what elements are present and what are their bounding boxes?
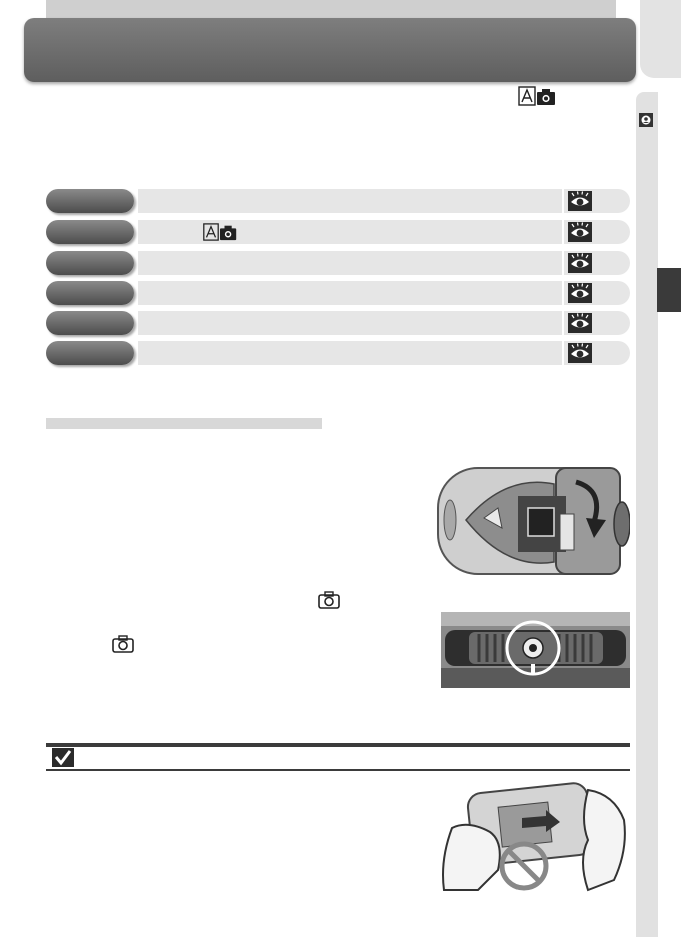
step-label: [46, 189, 134, 213]
thumb-tab-rail: [636, 92, 658, 937]
eye-icon: [568, 343, 592, 363]
header-top-band: [46, 0, 616, 18]
page-reference[interactable]: [564, 341, 630, 365]
note-rule-top: [46, 743, 630, 747]
eye-icon: [568, 313, 592, 333]
portrait-mode-icon: [638, 112, 654, 128]
step-row-4: [46, 281, 630, 305]
camera-lens-cover-illustration: [436, 462, 630, 580]
note-rule-bottom: [46, 769, 630, 771]
step-row-5: [46, 311, 630, 335]
thumb-tab-top: [640, 0, 681, 78]
step-description: [138, 189, 562, 213]
auto-camera-mode-icon: [202, 223, 238, 241]
step-label: [46, 220, 134, 244]
eye-icon: [568, 222, 592, 242]
step-row-3: [46, 251, 630, 275]
chapter-header: [24, 18, 636, 82]
section-heading-bar: [46, 418, 322, 429]
auto-camera-mode-icon: [518, 86, 556, 106]
step-label: [46, 281, 134, 305]
eye-icon: [568, 253, 592, 273]
holding-camera-illustration: [438, 780, 630, 892]
eye-icon: [568, 283, 592, 303]
step-row-2: [46, 220, 630, 244]
page-reference[interactable]: [564, 220, 630, 244]
step-description: [138, 311, 562, 335]
eye-icon: [568, 191, 592, 211]
step-row-6: [46, 341, 630, 365]
step-label: [46, 311, 134, 335]
step-label: [46, 341, 134, 365]
step-row-1: [46, 189, 630, 213]
step-label: [46, 251, 134, 275]
step-description: [138, 251, 562, 275]
step-description: [138, 220, 562, 244]
page-reference[interactable]: [564, 311, 630, 335]
check-icon: [52, 748, 74, 767]
step-description: [138, 281, 562, 305]
page-reference[interactable]: [564, 251, 630, 275]
mode-dial-photo: [441, 612, 630, 688]
step-description: [138, 341, 562, 365]
page-reference[interactable]: [564, 189, 630, 213]
camera-icon: [318, 591, 340, 609]
active-chapter-tab[interactable]: [657, 268, 681, 312]
camera-icon: [112, 635, 134, 653]
page-reference[interactable]: [564, 281, 630, 305]
